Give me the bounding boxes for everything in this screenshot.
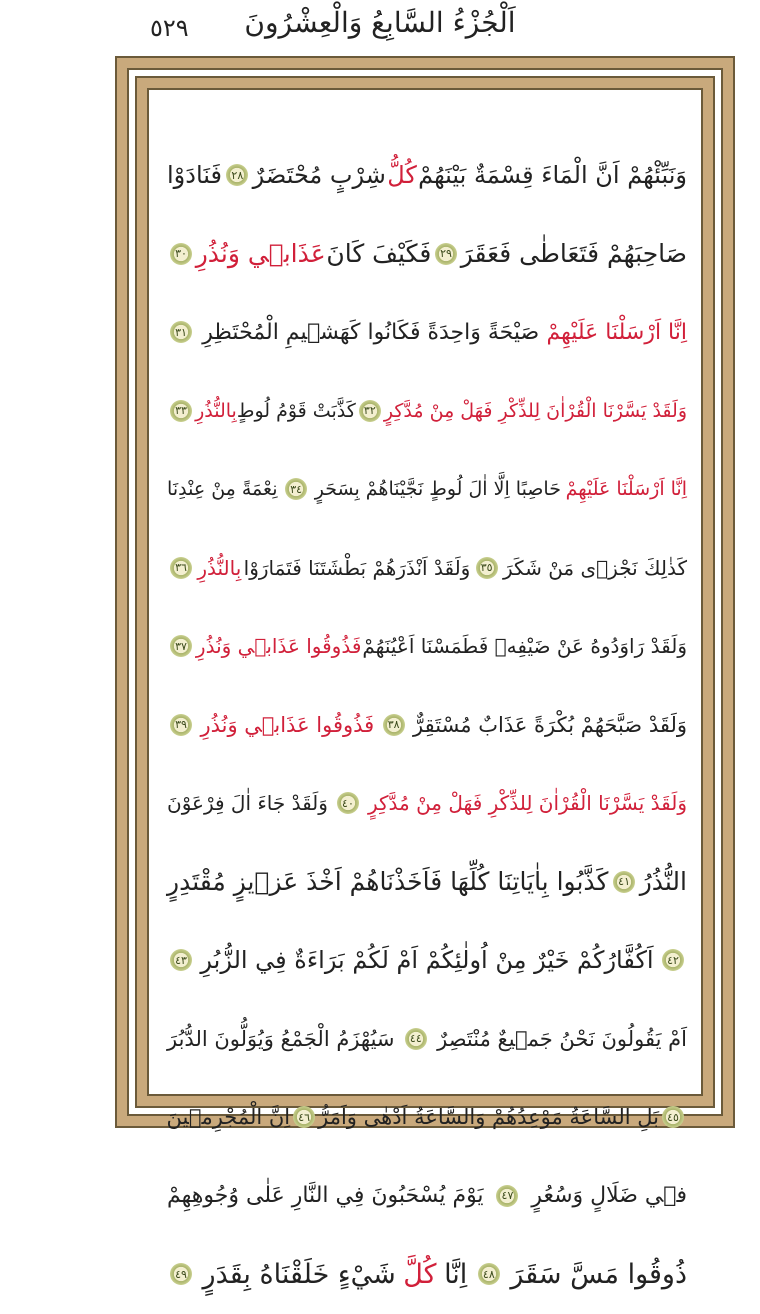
ayah-marker-icon: ٤٧ xyxy=(496,1185,518,1207)
verse-line xyxy=(167,1157,687,1236)
ayah-marker-icon: ٤٦ xyxy=(293,1106,315,1128)
verse-lines xyxy=(167,136,687,1314)
ayah-marker-icon: ٤٣ xyxy=(170,949,192,971)
highlighted-text-segment: فَذُوقُوا عَذَابٖي وَنُذُرِ xyxy=(200,712,375,737)
ayah-marker-icon: ٤١ xyxy=(613,871,635,893)
ayah-marker-icon: ٣١ xyxy=(170,321,192,343)
ayah-marker-icon: ٤٤ xyxy=(405,1028,427,1050)
text-segment: اَمْ يَقُولُونَ نَحْنُ جَمٖيعٌ مُنْتَصِرٌ xyxy=(437,1026,687,1051)
frame-band xyxy=(135,76,715,1290)
ayah-marker-icon: ٢٩ xyxy=(435,243,457,265)
text-segment: ذُوقُوا مَسَّ سَقَرَ xyxy=(510,1258,687,1290)
text-segment: اَكُفَّارُكُمْ خَيْرٌ مِنْ اُولٰئِكُمْ اَمْ لَكُمْ بَرَاءَةٌ فِي الزُّبُرِ xyxy=(200,946,654,975)
text-segment: النُّذُرُ xyxy=(639,867,687,897)
verse-line xyxy=(167,450,687,529)
ayah-marker-icon: ٤٥ xyxy=(662,1106,684,1128)
highlighted-text-segment: بِالنُّذُرِ xyxy=(195,399,237,422)
page-number: ٥٢٩ xyxy=(150,14,189,42)
text-segment: اِنَّا xyxy=(444,1258,468,1290)
text-segment: اِنَّ الْمُجْرِمٖينَ xyxy=(166,1105,291,1130)
text-segment: وَلَقَدْ رَاوَدُوهُ عَنْ ضَيْفِهٖ فَطَمَسْنَا اَعْيُنَهُمْ xyxy=(362,634,687,659)
verse-line xyxy=(167,1235,687,1314)
ayah-marker-icon: ٣٢ xyxy=(359,400,381,422)
ayah-marker-icon: ٤٩ xyxy=(170,1263,192,1285)
ayah-marker-icon: ٤٢ xyxy=(662,949,684,971)
ayah-marker-icon: ٣٩ xyxy=(170,714,192,736)
text-segment: كَذٰلِكَ نَجْزٖى مَنْ شَكَرَ xyxy=(503,555,687,580)
text-segment: فَنَادَوْا xyxy=(167,161,222,190)
highlighted-text-segment: اِنَّا اَرْسَلْنَا عَلَيْهِمْ xyxy=(546,319,687,345)
ayah-marker-icon: ٣٣ xyxy=(170,400,192,422)
highlighted-text-segment: وَلَقَدْ يَسَّرْنَا الْقُرْاٰنَ لِلذِّكْرِ فَهَلْ مِنْ مُدَّكِرٍ xyxy=(383,399,687,422)
verse-line xyxy=(167,843,687,922)
text-segment: كَذَّبَتْ قَوْمُ لُوطٍ xyxy=(236,399,356,422)
text-segment: فٖي ضَلَالٍ وَسُعُرٍ xyxy=(531,1183,687,1209)
verse-line xyxy=(167,764,687,843)
ayah-marker-icon: ٤٠ xyxy=(337,792,359,814)
text-segment: وَلَقَدْ اَنْذَرَهُمْ بَطْشَتَنَا فَتَمَارَوْا xyxy=(243,555,471,580)
highlighted-text-segment: فَذُوقُوا عَذَابٖي وَنُذُرِ xyxy=(195,634,362,659)
page-frame xyxy=(115,56,735,1290)
text-segment: وَلَقَدْ صَبَّحَهُمْ بُكْرَةً عَذَابٌ مُسْتَقِرٌّ xyxy=(413,712,687,737)
ayah-marker-icon: ٣٨ xyxy=(383,714,405,736)
text-segment: شِرْبٍ مُحْتَضَرٌ xyxy=(252,161,386,190)
highlighted-text-segment: عَذَابٖي وَنُذُرِ xyxy=(195,239,326,269)
ayah-marker-icon: ٢٨ xyxy=(226,164,248,186)
text-segment: صَيْحَةً وَاحِدَةً فَكَانُوا كَهَشٖيمِ الْمُحْتَظِرِ xyxy=(202,319,540,345)
ayah-marker-icon: ٣٧ xyxy=(170,635,192,657)
verse-line xyxy=(167,1000,687,1079)
highlighted-text-segment: اِنَّا اَرْسَلْنَا عَلَيْهِمْ xyxy=(565,478,687,501)
verse-line xyxy=(167,136,687,215)
juz-title: اَلْجُزْءُ السَّابِعُ وَالْعِشْرُونَ xyxy=(244,6,516,39)
text-segment: وَنَبِّئْهُمْ اَنَّ الْمَاءَ قِسْمَةٌ بَيْنَهُمْ xyxy=(418,161,687,190)
text-segment: كَذَّبُوا بِاٰيَاتِنَا كُلِّهَا فَاَخَذْنَاهُمْ اَخْذَ عَزٖيزٍ مُقْتَدِرٍ xyxy=(167,867,609,897)
highlighted-text-segment: وَلَقَدْ يَسَّرْنَا الْقُرْاٰنَ لِلذِّكْرِ فَهَلْ مِنْ مُدَّكِرٍ xyxy=(367,791,687,816)
verse-line xyxy=(167,372,687,451)
quran-text-panel xyxy=(147,88,703,1290)
text-segment: سَيُهْزَمُ الْجَمْعُ وَيُوَلُّونَ الدُّبُرَ xyxy=(167,1026,395,1051)
highlighted-text-segment: بِالنُّذُرِ xyxy=(197,555,242,580)
text-segment: صَاحِبَهُمْ فَتَعَاطٰى فَعَقَرَ xyxy=(460,239,687,269)
verse-line xyxy=(167,529,687,608)
text-segment: يَوْمَ يُسْحَبُونَ فِي النَّارِ عَلٰى وُجُوهِهِمْ xyxy=(167,1183,484,1209)
text-segment: نِعْمَةً مِنْ عِنْدِنَا xyxy=(167,478,278,501)
verse-line xyxy=(167,215,687,294)
text-segment: شَيْءٍ خَلَقْنَاهُ بِقَدَرٍ xyxy=(202,1258,396,1290)
text-segment: فَكَيْفَ كَانَ xyxy=(326,239,432,269)
text-segment: حَاصِبًا اِلَّا اٰلَ لُوطٍ نَجَّيْنَاهُمْ بِسَحَرٍ xyxy=(314,478,561,501)
verse-line xyxy=(167,293,687,372)
frame-inner-border xyxy=(127,68,723,1290)
ayah-marker-icon: ٤٨ xyxy=(478,1263,500,1285)
ayah-marker-icon: ٣٠ xyxy=(170,243,192,265)
highlighted-text-segment: كُلُّ xyxy=(387,161,417,190)
ayah-marker-icon: ٣٦ xyxy=(170,557,192,579)
verse-line xyxy=(167,1078,687,1157)
text-segment: بَلِ السَّاعَةُ مَوْعِدُهُمْ وَالسَّاعَةُ اَدْهٰى وَاَمَرُّ xyxy=(318,1105,659,1130)
text-segment: وَلَقَدْ جَاءَ اٰلَ فِرْعَوْنَ xyxy=(167,791,328,816)
ayah-marker-icon: ٣٥ xyxy=(476,557,498,579)
verse-line xyxy=(167,921,687,1000)
highlighted-text-segment: كُلَّ xyxy=(403,1258,437,1290)
verse-line xyxy=(167,686,687,765)
verse-line xyxy=(167,607,687,686)
ayah-marker-icon: ٣٤ xyxy=(285,478,307,500)
